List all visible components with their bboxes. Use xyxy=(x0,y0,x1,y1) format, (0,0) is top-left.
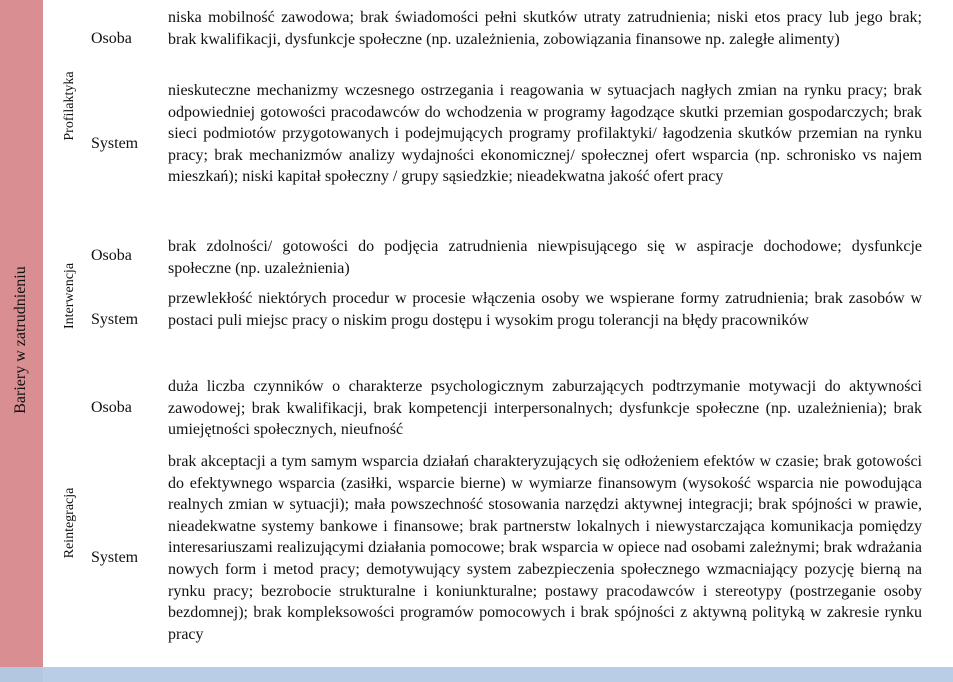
row-label-system: System xyxy=(91,135,139,152)
section-label-reintegracja: Reintegracja xyxy=(62,487,77,559)
cell-interwencja-system: przewlekłość niektórych procedur w procesie włączenia osoby we wspierane formy zatrudnienia; brak zasobów w postaci puli miejsc pracy o niskim progu dostępu i wysokim progu tolerancji na błędy pracowników xyxy=(168,290,922,329)
row-label-system: System xyxy=(91,549,139,566)
left-category-band xyxy=(0,0,43,667)
cell-reintegracja-system: brak akceptacji a tym samym wsparcia działań charakteryzujących się odłożeniem efektów w czasie; brak gotowości do efektywnego wsparcia (zasiłki, wsparcie bierne) w wymiarze finansowym (wysokość wsparcia nie powodująca realnych zmian w sytuacji); mała powszechność stosowania narzędzi aktywnej integracji; brak spójności w prawie, nieadekwatne systemy bankowe i finansowe; brak partnerstw lokalnych i niewystarczająca komunikacja pomiędzy interesariuszami realizującymi działania pomocowe; brak wsparcia w opiece nad osobami zależnymi; brak wdrażania nowych form i metod pracy; demotywujący system zabezpieczenia społecznego wzmacniający pozycję bierną na rynku pracy; bezrobocie strukturalne i koniunkturalne; postawy pracodawców i stereotypy (postrzeganie osoby bezdomnej); brak kompleksowości programów pomocowych i brak spójności z aktywną polityką w zakresie rynku pracy xyxy=(168,453,922,643)
row-label-osoba: Osoba xyxy=(91,247,132,264)
section-label-profilaktyka: Profilaktyka xyxy=(62,71,77,141)
main-category-label: Bariery w zatrudnieniu xyxy=(12,266,29,414)
cell-reintegracja-osoba: duża liczba czynników o charakterze psychologicznym zaburzających podtrzymanie motywacji do aktywności zawodowej; brak kwalifikacji, brak kompetencji interpersonalnych; dysfunkcje społeczne (np. uzależnienia); brak umiejętności społecznych, nieufność xyxy=(168,378,922,439)
section-label-interwencja: Interwencja xyxy=(62,262,77,330)
cell-profilaktyka-osoba: niska mobilność zawodowa; brak świadomości pełni skutków utraty zatrudnienia; niski etos pracy lub jego brak; brak kwalifikacji, dysfunkcje społeczne (np. uzależnienia, zobowiązania finansowe np. zaległe alimenty) xyxy=(168,9,922,48)
row-label-system: System xyxy=(91,311,139,328)
row-label-osoba: Osoba xyxy=(91,30,132,47)
cell-profilaktyka-system: nieskuteczne mechanizmy wczesnego ostrzegania i reagowania w sytuacjach nagłych zmian na rynku pracy; brak odpowiedniej gotowości pracodawców do wchodzenia w programy łagodzące skutki przemian gospodarczych; brak sieci podmiotów przygotowanych i podejmujących programy profilaktyki/ łagodzenia skutków przemian na rynku pracy; brak mechanizmów analizy wydajności ekonomicznej/ społecznej ofert wsparcia (np. schronisko vs najem mieszkań); niski kapitał społeczny / grupy sąsiedzkie; nieadekwatna jakość ofert pracy xyxy=(168,82,922,186)
bottom-divider-band xyxy=(0,667,953,682)
cell-interwencja-osoba: brak zdolności/ gotowości do podjęcia zatrudnienia niewpisującego się w aspiracje dochodowe; dysfunkcje społeczne (np. uzależnienia) xyxy=(168,238,922,277)
bottom-divider-band-left xyxy=(0,667,43,682)
row-label-osoba: Osoba xyxy=(91,399,132,416)
